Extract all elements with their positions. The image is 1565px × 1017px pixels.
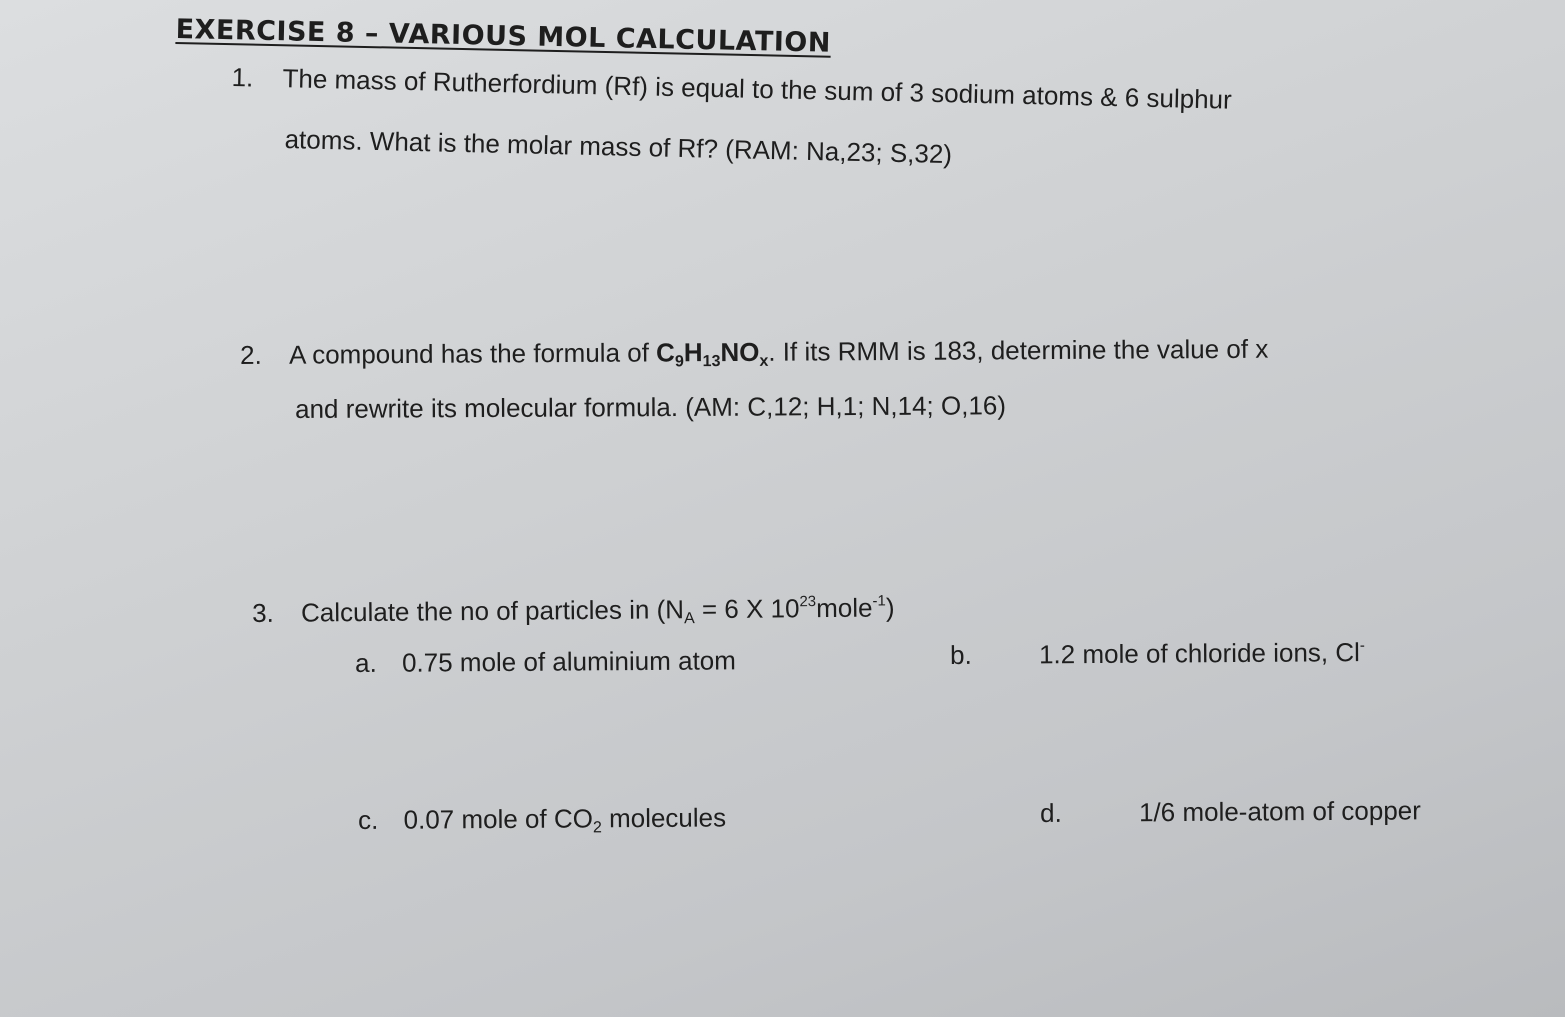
co2-subscript: 2: [592, 819, 602, 837]
question-3d-label: d.: [1040, 797, 1062, 828]
question-3c-text-end: molecules: [601, 802, 727, 834]
compound-formula: [656, 336, 769, 371]
question-1-text-line-2: atoms. What is the molar mass of Rf? (RAM: Na,23; S,32): [284, 124, 953, 170]
question-3b-label: b.: [950, 639, 972, 670]
avogadro-unit: mole: [816, 592, 873, 624]
question-3d-text: 1/6 mole-atom of copper: [1138, 795, 1421, 828]
avogadro-value: = 6 X 10: [694, 593, 800, 625]
formula-nitrogen-oxygen: NO: [720, 336, 760, 368]
avogadro-exponent: 23: [799, 593, 817, 611]
avogadro-unit-exponent: -1: [872, 592, 886, 610]
question-3a: [355, 645, 736, 679]
question-3a-label: a.: [355, 647, 377, 678]
formula-carbon-count: 9: [674, 353, 684, 371]
formula-hydrogen: H: [683, 337, 703, 368]
formula-hydrogen-count: 13: [702, 353, 721, 371]
question-2-text-before: A compound has the formula of: [288, 337, 649, 370]
avogadro-subscript: A: [684, 610, 695, 628]
question-3b-text: 1.2 mole of chloride ions, Cl: [1038, 637, 1360, 670]
question-1-text-line-1: The mass of Rutherfordium (Rf) is equal to the sum of 3 sodium atoms & 6 sulphur: [282, 63, 1233, 115]
question-3c-label: c.: [358, 804, 379, 835]
question-3c: [358, 802, 726, 839]
question-2-number: 2.: [240, 339, 262, 370]
question-3-stem: [252, 592, 895, 632]
question-1-line-1: [231, 62, 1232, 116]
question-1-number: 1.: [231, 62, 254, 93]
question-3-stem-text: Calculate the no of particles in (N: [300, 594, 685, 628]
question-3a-text: 0.75 mole of aluminium atom: [401, 645, 736, 678]
question-2-line-1: [240, 334, 1268, 374]
question-3-stem-end: ): [885, 592, 895, 623]
formula-carbon: C: [656, 337, 676, 368]
question-3c-text: 0.07 mole of CO: [403, 803, 593, 835]
question-3b: [950, 637, 1365, 671]
question-2-text-line-2: and rewrite its molecular formula. (AM: C,12; H,1; N,14; O,16): [295, 390, 1007, 424]
formula-oxygen-count: x: [759, 352, 769, 370]
exercise-title: EXERCISE 8 – VARIOUS MOL CALCULATION: [175, 14, 832, 59]
question-3d: [1040, 795, 1421, 829]
question-2-text-after: . If its RMM is 183, determine the value of x: [768, 333, 1269, 367]
question-3-number: 3.: [252, 597, 274, 628]
chloride-charge: -: [1359, 637, 1365, 655]
